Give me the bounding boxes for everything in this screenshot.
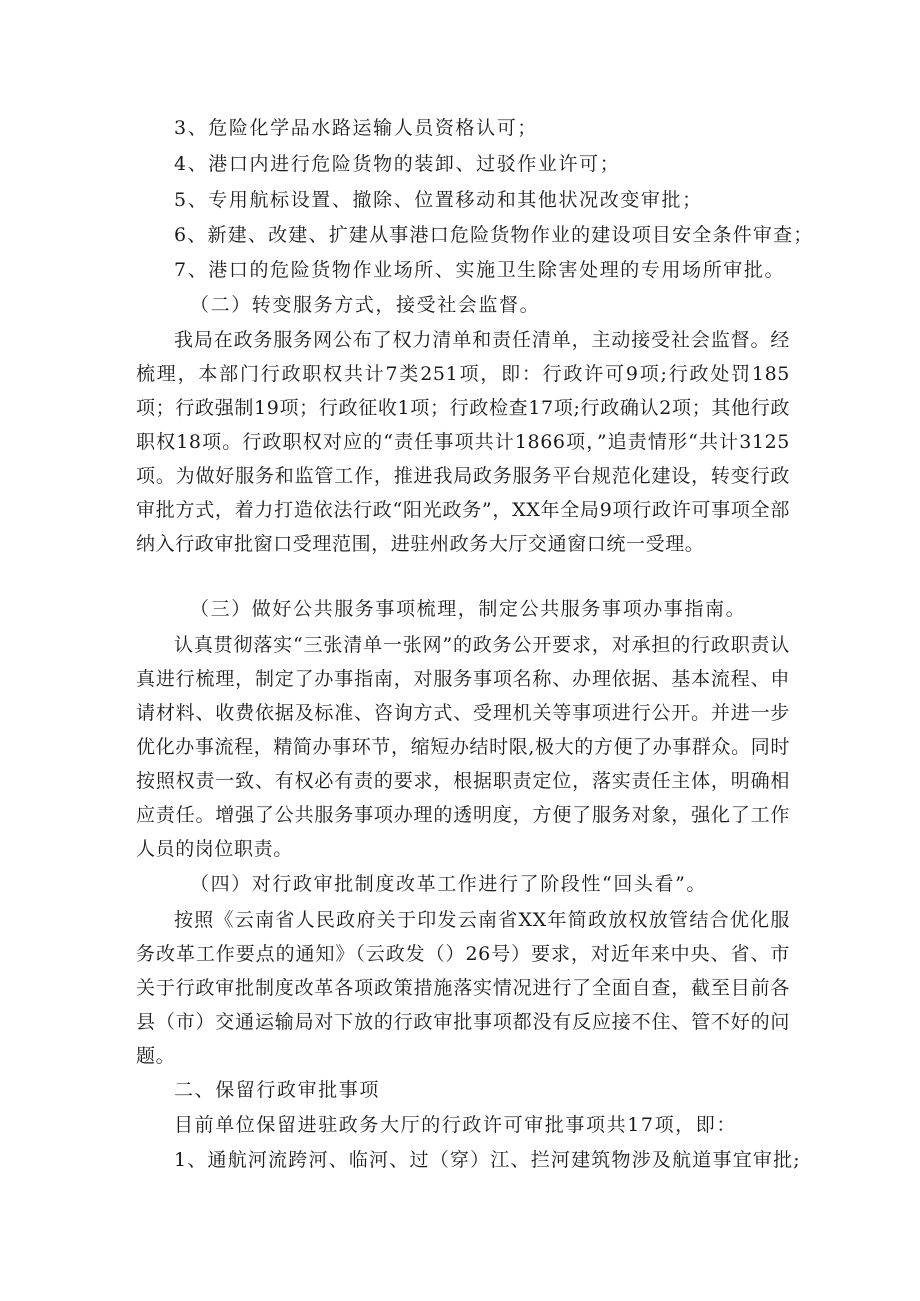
list-item-3: 3、危险化学品水路运输人员资格认可； xyxy=(174,117,538,139)
section-heading-4: （四）对行政审批制度改革工作进行了阶段性“回头看”。 xyxy=(190,873,708,895)
section-heading-2: （二）转变服务方式，接受社会监督。 xyxy=(190,294,541,316)
list-item-7: 7、港口的危险货物作业场所、实施卫生除害处理的专用场所审批。 xyxy=(174,259,786,281)
list-item-4: 4、港口内进行危险货物的装卸、过驳作业许可； xyxy=(174,153,621,175)
section-heading-3: （三）做好公共服务事项梳理，制定公共服务事项办事指南。 xyxy=(190,598,747,620)
list-item-6: 6、新建、改建、扩建从事港口危险货物作业的建设项目安全条件审查； xyxy=(174,224,814,246)
section-2-intro: 目前单位保留进驻政务大厅的行政许可审批事项共17项，即： xyxy=(174,1114,737,1136)
section-2-item-1: 1、通航河流跨河、临河、过（穿）江、拦河建筑物涉及航道事宜审批; xyxy=(174,1149,801,1171)
list-item-5: 5、专用航标设置、撤除、位置移动和其他状况改变审批； xyxy=(174,189,703,211)
paragraph-2: 我局在政务服务网公布了权力清单和责任清单，主动接受社会监督。经梳理，本部门行政职权共计7类251项，即：行政许可9项;行政处罚185项；行政强制19项；行政征收1项；行政检查17项;行政确认2项；其他行政职权18项。行政职权对应的“责任事项共计1866项，”追责情形“共计3125项。为做好服务和监管工作，推进我局政务服务平台规范化建设，转变行政审批方式，着力打造依法行政“阳光政务”，XX年全局9项行政许可事项全部纳入行政审批窗口受理范围，进驻州政务大厅交通窗口统一受理。 xyxy=(136,329,790,555)
paragraph-4: 按照《云南省人民政府关于印发云南省XX年简政放权放管结合优化服务改革工作要点的通知》（云政发（）26号）要求，对近年来中央、省、市关于行政审批制度改革各项政策措施落实情况进行了全面自查，截至目前各县（市）交通运输局对下放的行政审批事项都没有反应接不住、管不好的问题。 xyxy=(136,909,790,1067)
paragraph-3: 认真贯彻落实“三张清单一张网”的政务公开要求，对承担的行政职责认真进行梳理，制定了办事指南，对服务事项名称、办理依据、基本流程、申请材料、收费依据及标准、咨询方式、受理机关等事项进行公开。并进一步优化办事流程，精简办事环节，缩短办结时限,极大的方便了办事群众。同时按照权责一致、有权必有责的要求，根据职责定位，落实责任主体，明确相应责任。增强了公共服务事项办理的透明度，方便了服务对象，强化了工作人员的岗位职责。 xyxy=(136,634,790,860)
section-2-title: 二、保留行政审批事项 xyxy=(174,1079,381,1101)
